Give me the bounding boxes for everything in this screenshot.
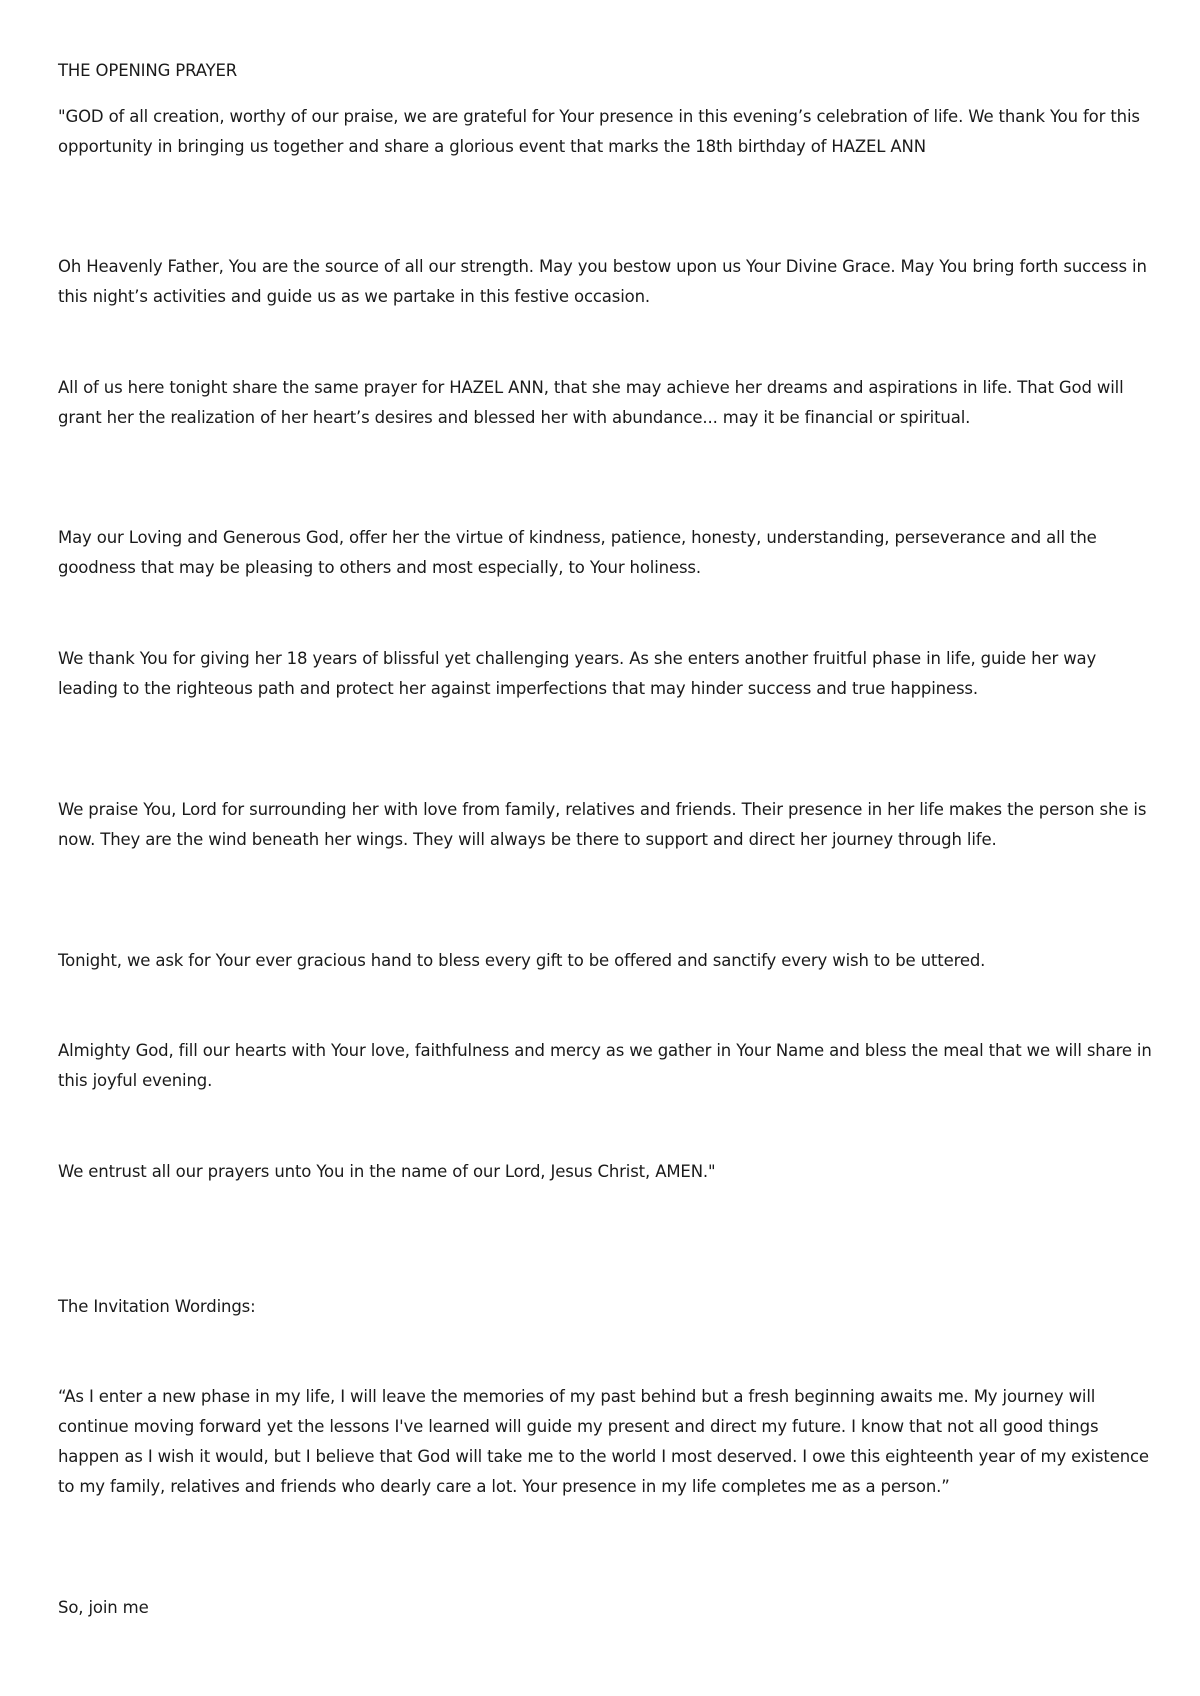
invitation-heading: The Invitation Wordings:	[58, 1297, 256, 1316]
prayer-paragraph-7: Tonight, we ask for Your ever gracious hand to bless every gift to be offered and sanctify every wish to be uttered.	[58, 951, 986, 970]
prayer-paragraph-1: "GOD of all creation, worthy of our praise, we are grateful for Your presence in this evening’s celebration of life. We thank You for this opportunity in bringing us together and share a glorious event that marks the 18th birthday of HAZEL ANN	[58, 107, 1140, 156]
document-title: THE OPENING PRAYER	[58, 61, 238, 80]
prayer-paragraph-3: All of us here tonight share the same prayer for HAZEL ANN, that she may achieve her dreams and aspirations in life. That God will grant her the realization of her heart’s desires and blessed her with abundance... may it be financial or spiritual.	[58, 378, 1124, 427]
prayer-paragraph-6: We praise You, Lord for surrounding her with love from family, relatives and friends. Their presence in her life makes the person she is now. They are the wind beneath her wings. They will always be there to support and direct her journey through life.	[58, 800, 1147, 849]
prayer-paragraph-4: May our Loving and Generous God, offer her the virtue of kindness, patience, honesty, understanding, perseverance and all the goodness that may be pleasing to others and most especially, to Your holiness.	[58, 528, 1097, 577]
prayer-paragraph-5: We thank You for giving her 18 years of blissful yet challenging years. As she enters another fruitful phase in life, guide her way leading to the righteous path and protect her against imperfections that may hinder success and true happiness.	[58, 649, 1097, 698]
closing-line: So, join me	[58, 1598, 149, 1617]
prayer-paragraph-2: Oh Heavenly Father, You are the source of all our strength. May you bestow upon us Your Divine Grace. May You bring forth success in this night’s activities and guide us as we partake in this festive occasion.	[58, 257, 1147, 306]
invitation-quote: “As I enter a new phase in my life, I will leave the memories of my past behind but a fresh beginning awaits me. My journey will continue moving forward yet the lessons I've learned will guide my present and direct my future. I know that not all good things happen as I wish it would, but I believe that God will take me to the world I most deserved. I owe this eighteenth year of my existence to my family, relatives and friends who dearly care a lot. Your presence in my life completes me as a person.”	[58, 1387, 1149, 1496]
prayer-paragraph-8: Almighty God, fill our hearts with Your love, faithfulness and mercy as we gather in Your Name and bless the meal that we will share in this joyful evening.	[58, 1041, 1152, 1090]
prayer-paragraph-9: We entrust all our prayers unto You in the name of our Lord, Jesus Christ, AMEN."	[58, 1162, 716, 1181]
